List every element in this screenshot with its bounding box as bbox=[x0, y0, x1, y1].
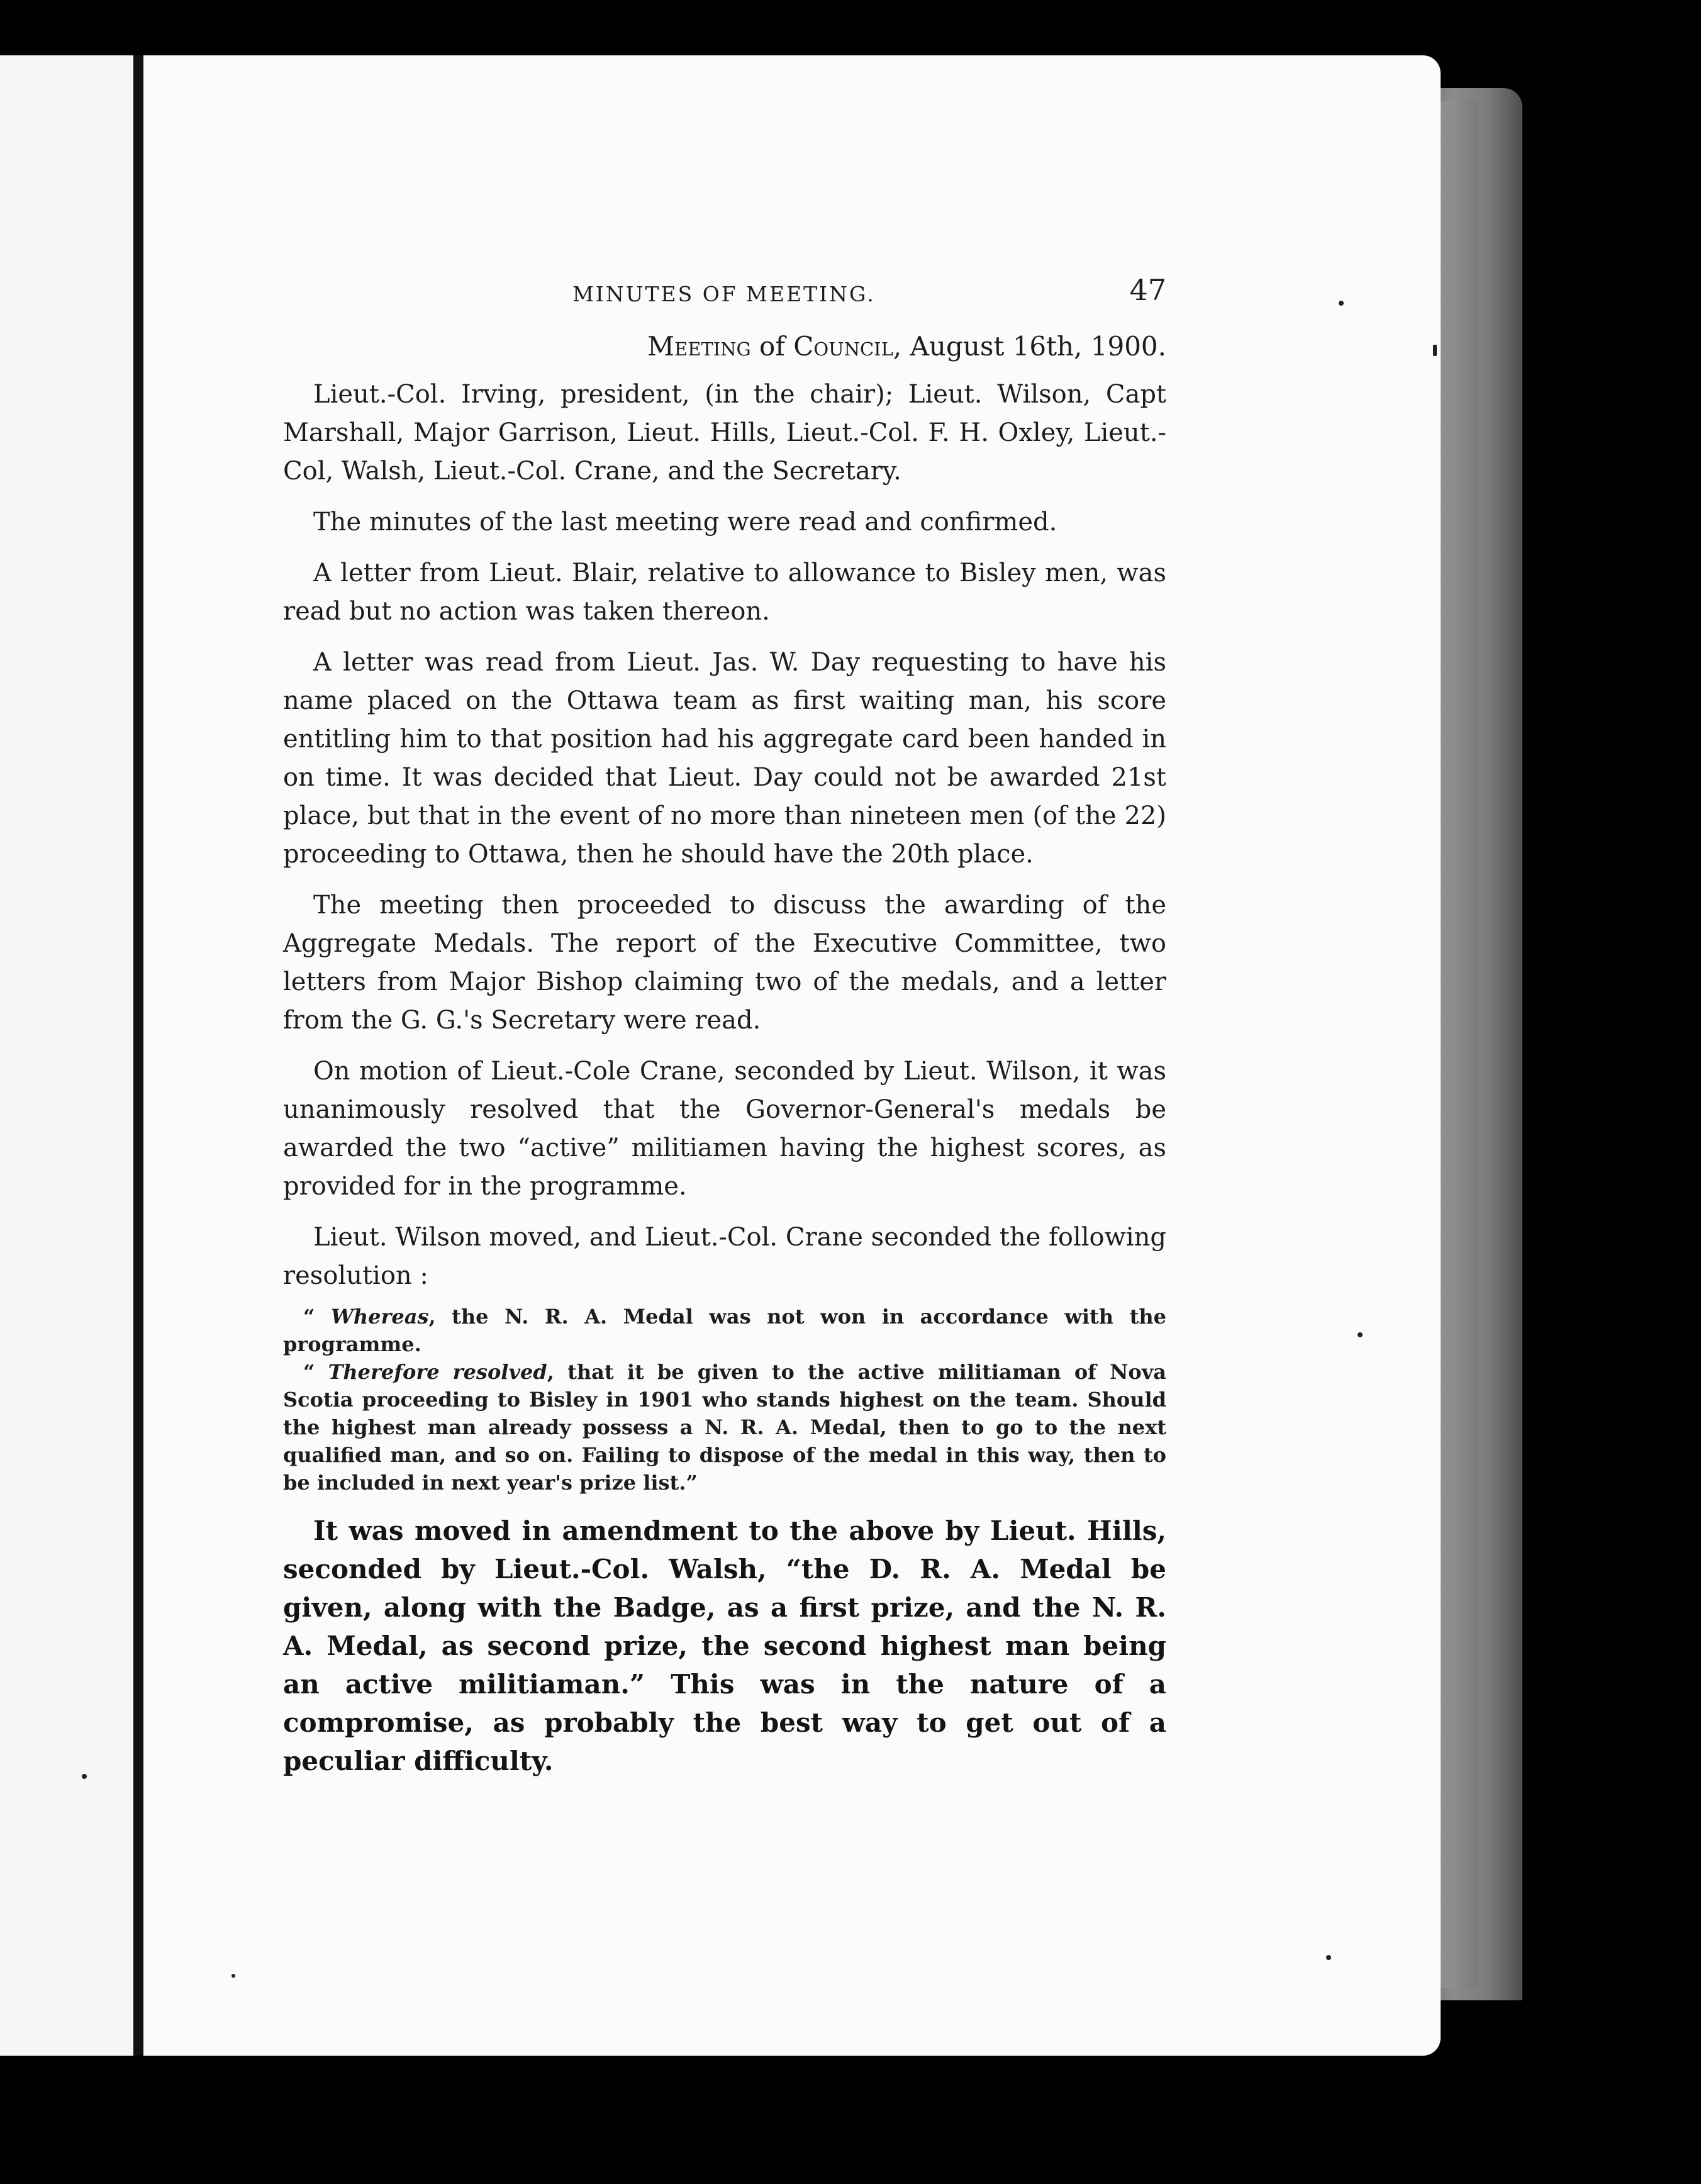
heading-of: of bbox=[750, 331, 794, 362]
running-head bbox=[283, 273, 1166, 318]
paragraph-blair-letter: A letter from Lieut. Blair, relative to allowance to Bisley men, was read but no action was taken thereon. bbox=[283, 559, 1166, 626]
paragraph-resolution-intro: Lieut. Wilson moved, and Lieut.-Col. Crane seconded the following resolution : bbox=[283, 1223, 1166, 1290]
page-number: 47 bbox=[1129, 273, 1166, 307]
scan-speck bbox=[231, 1974, 235, 1978]
whereas-label: Whereas bbox=[330, 1305, 429, 1329]
paragraph-minutes: The minutes of the last meeting were read and confirmed. bbox=[313, 508, 1057, 537]
previous-page-edge bbox=[0, 55, 138, 2056]
scan-speck bbox=[1339, 301, 1344, 306]
paragraph-day-letter: A letter was read from Lieut. Jas. W. Day requesting to have his name placed on the Ottawa team as first waiting man, his score entitling him to that position had his aggregate card been handed in on time. It was decided that Lieut. Day could not be awarded 21st place, but that in the event of no more than nineteen men (of the 22) proceeding to Ottawa, then he should have the 20th place. bbox=[283, 648, 1166, 869]
paragraph-aggregate-medals: The meeting then proceeded to discuss the awarding of the Aggregate Medals. The report of the Executive Committee, two letters from Major Bishop claiming two of the medals, and a letter from the G. G.'s Secretary were read. bbox=[283, 891, 1166, 1035]
resolution-block bbox=[283, 1303, 1166, 1496]
therefore-label: Therefore resolved bbox=[328, 1360, 547, 1384]
running-title: MINUTES OF MEETING. bbox=[572, 282, 876, 306]
page-text bbox=[283, 273, 1167, 1780]
quote-open: “ bbox=[303, 1360, 328, 1384]
scan-speck bbox=[1433, 345, 1437, 356]
resolution-therefore bbox=[283, 1358, 1166, 1496]
page-edge-shading bbox=[1441, 101, 1478, 1988]
section-heading bbox=[283, 331, 1166, 362]
paragraph-attendance: Lieut.-Col. Irving, president, (in the chair); Lieut. Wilson, Capt Marshall, Major Garrison, Lieut. Hills, Lieut.-Col. F. H. Oxley, Lieut.-Col, Walsh, Lieut.-Col. Crane, and the Secretary. bbox=[283, 380, 1166, 486]
paragraph-amendment: It was moved in amendment to the above by Lieut. Hills, seconded by Lieut.-Col. Walsh, “the D. R. A. Medal be given, along with the Badge, as a first prize, and the N. R. A. Medal, as second prize, the second highest man being an active militiaman.” This was in the nature of a compromise, as probably the best way to get out of a peculiar difficulty. bbox=[283, 1515, 1166, 1776]
quote-open: “ bbox=[303, 1305, 331, 1329]
paragraph-motion: On motion of Lieut.-Cole Crane, seconded by Lieut. Wilson, it was unanimously resolved that the Governor-General's medals be awarded the two “active” militiamen having the highest scores, as provided for in the programme. bbox=[283, 1057, 1166, 1201]
therefore-text: , that it be given to the active militiaman of Nova Scotia proceeding to Bisley in 1901 who stands highest on the team. Should the highest man already possess a N. R. A. Medal, then to go to the next qualified man, and so on. Failing to dispose of the medal in this way, then to be included in next year's prize list.” bbox=[283, 1360, 1167, 1495]
heading-date: , August 16th, 1900. bbox=[893, 331, 1166, 362]
heading-meeting: Meeting bbox=[647, 331, 751, 362]
scan-speck bbox=[1326, 1955, 1331, 1960]
scan-speck bbox=[82, 1774, 87, 1779]
whereas-text: , the N. R. A. Medal was not won in accordance with the programme. bbox=[283, 1305, 1167, 1356]
scan-speck bbox=[1358, 1332, 1363, 1337]
heading-council: Council bbox=[793, 331, 893, 362]
book-gutter bbox=[133, 55, 143, 2056]
resolution-whereas bbox=[283, 1303, 1166, 1358]
